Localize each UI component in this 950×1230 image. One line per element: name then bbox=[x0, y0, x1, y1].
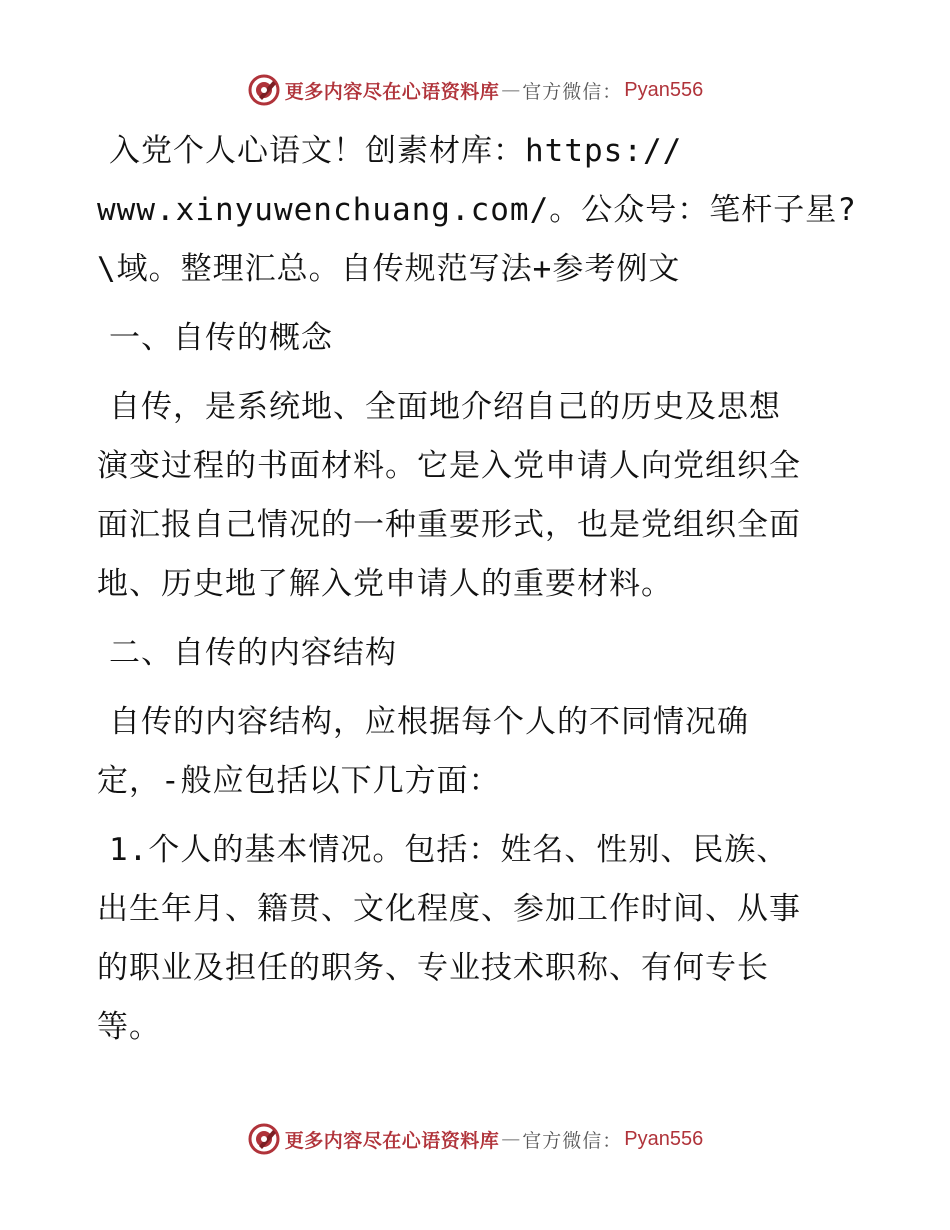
structure-line-1: 自传的内容结构，应根据每个人的不同情况确 bbox=[109, 704, 749, 740]
section-heading-concept: 一、自传的概念 bbox=[109, 320, 333, 356]
concept-line-4: 地、历史地了解入党申请人的重要材料。 bbox=[97, 566, 673, 602]
intro-line-1: 入党个人心语文！创素材库：https:// bbox=[109, 133, 683, 169]
footer-banner-official-label: 官方微信： bbox=[522, 1129, 623, 1152]
intro-line-2: www.xinyuwenchuang.com/。公众号：笔杆子星? bbox=[97, 192, 857, 228]
item1-line-1: 1.个人的基本情况。包括：姓名、性别、民族、 bbox=[109, 832, 789, 868]
item1-line-3: 的职业及担任的职务、专业技术职称、有何专长 bbox=[97, 950, 769, 986]
banner-dash: — bbox=[501, 79, 521, 101]
section-body-concept bbox=[97, 378, 857, 614]
intro-line-3: \域。整理汇总。自传规范写法+参考例文 bbox=[97, 251, 681, 287]
brush-pen-logo-icon bbox=[247, 73, 281, 107]
banner-official-label: 官方微信： bbox=[522, 80, 623, 103]
concept-line-3: 面汇报自己情况的一种重要形式，也是党组织全面 bbox=[97, 507, 801, 543]
section-heading-structure: 二、自传的内容结构 bbox=[109, 635, 397, 671]
document-body bbox=[97, 122, 857, 1067]
section-body-structure bbox=[97, 693, 857, 811]
banner-title: 更多内容尽在心语资料库 bbox=[284, 80, 500, 103]
footer-banner-title: 更多内容尽在心语资料库 bbox=[284, 1129, 500, 1152]
intro-paragraph bbox=[97, 122, 857, 299]
concept-line-1: 自传，是系统地、全面地介绍自己的历史及思想 bbox=[109, 389, 781, 425]
concept-line-2: 演变过程的书面材料。它是入党申请人向党组织全 bbox=[97, 448, 801, 484]
header-banner bbox=[0, 70, 950, 110]
list-item-basic-info bbox=[97, 821, 857, 1057]
footer-banner-wechat-id: Pyan556 bbox=[624, 1127, 704, 1150]
footer-banner bbox=[0, 1119, 950, 1159]
banner-wechat-id: Pyan556 bbox=[624, 78, 704, 101]
item1-line-2: 出生年月、籍贯、文化程度、参加工作时间、从事 bbox=[97, 891, 801, 927]
item1-line-4: 等。 bbox=[97, 1009, 161, 1045]
brush-pen-logo-icon bbox=[247, 1122, 281, 1156]
structure-line-2: 定，-般应包括以下几方面： bbox=[97, 763, 501, 799]
footer-banner-dash: — bbox=[501, 1128, 521, 1150]
